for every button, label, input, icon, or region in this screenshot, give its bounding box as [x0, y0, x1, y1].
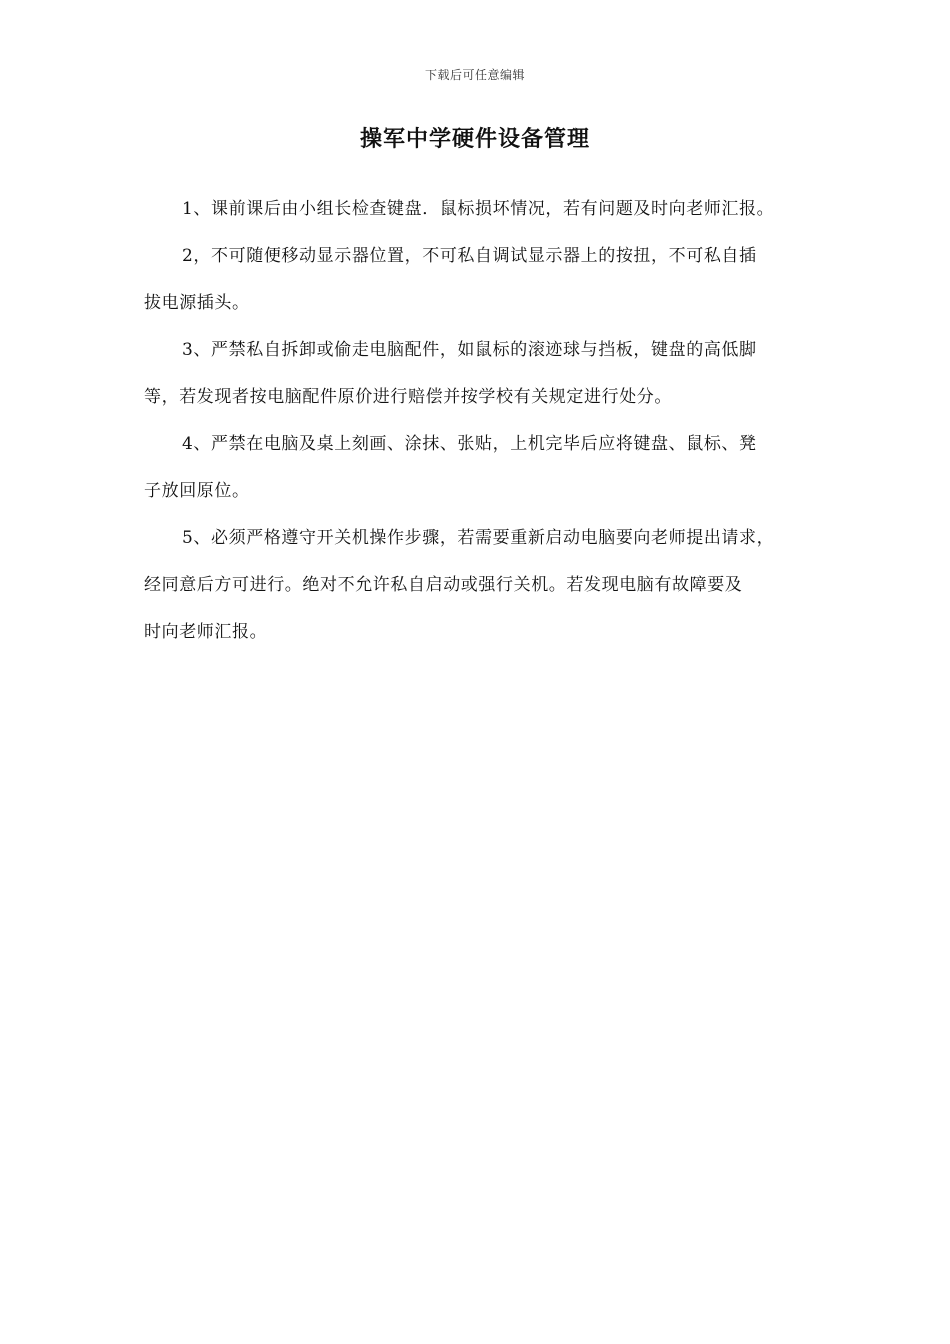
paragraph-1 [144, 186, 820, 233]
paragraph-line: 经同意后方可进行。绝对不允许私自启动或强行关机。若发现电脑有故障要及 [144, 575, 743, 595]
paragraph-3 [144, 327, 820, 421]
document-title: 操军中学硬件设备管理 [359, 127, 590, 152]
paragraph-line: 1、课前课后由小组长检查键盘．鼠标损坏情况，若有问题及时向老师汇报。 [182, 199, 775, 219]
paragraph-line: 拔电源插头。 [144, 293, 250, 313]
paragraph-line: 时向老师汇报。 [144, 622, 268, 642]
header-note: 下载后可任意编辑 [424, 68, 525, 82]
paragraph-line: 等，若发现者按电脑配件原价进行赔偿并按学校有关规定进行处分。 [144, 387, 672, 407]
paragraph-2 [144, 233, 820, 327]
paragraph-5 [144, 515, 820, 656]
paragraph-line: 5、必须严格遵守开关机操作步骤，若需要重新启动电脑要向老师提出请求， [182, 528, 775, 548]
paragraph-4 [144, 421, 820, 515]
paragraph-line: 子放回原位。 [144, 481, 250, 501]
paragraph-line: 2，不可随便移动显示器位置，不可私自调试显示器上的按扭，不可私自插 [182, 246, 757, 266]
document-body [144, 186, 820, 656]
paragraph-line: 4、严禁在电脑及桌上刻画、涂抹、张贴，上机完毕后应将键盘、鼠标、凳 [182, 434, 757, 454]
paragraph-line: 3、严禁私自拆卸或偷走电脑配件，如鼠标的滚迹球与挡板，键盘的高低脚 [182, 340, 757, 360]
